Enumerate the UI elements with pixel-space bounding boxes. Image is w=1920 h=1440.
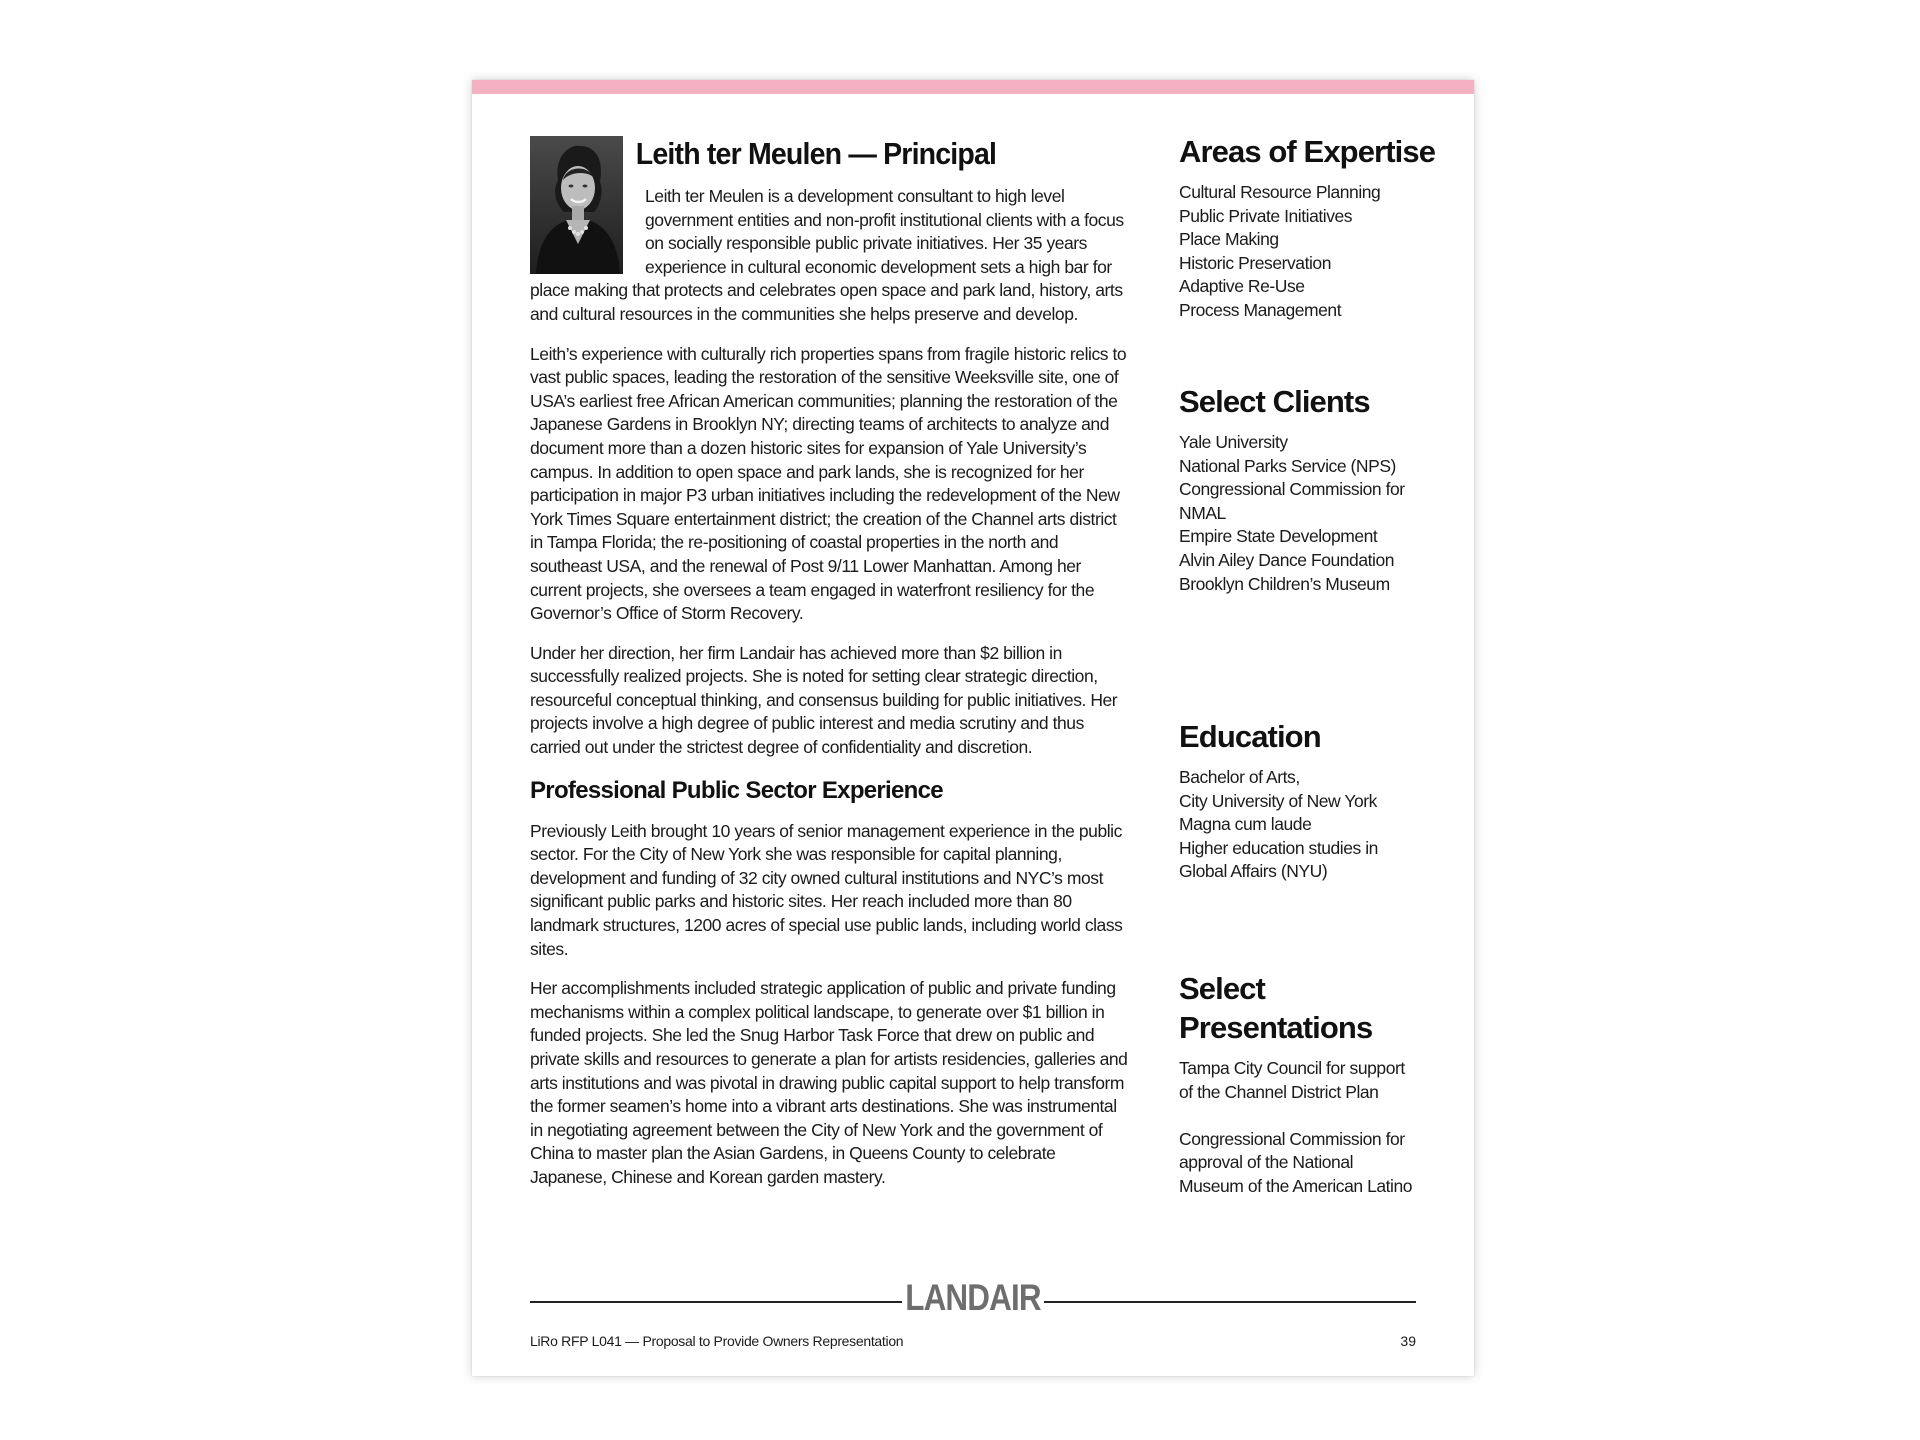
page-number: 39 [1400, 1333, 1416, 1349]
list-item: Adaptive Re-Use [1179, 276, 1305, 297]
footer-logo: LANDAIR [905, 1277, 1041, 1318]
education-title: Education [1179, 719, 1321, 754]
clients-list [1179, 431, 1439, 596]
list-item: Congressional Commission for NMAL [1179, 479, 1405, 523]
footer-rule-right [1044, 1301, 1416, 1303]
list-item: Process Management [1179, 299, 1342, 320]
list-item: Congressional Commission for approval of the National Museum of the American Latino [1179, 1128, 1413, 1196]
document-page [472, 80, 1474, 1376]
list-item: Cultural Resource Planning [1179, 182, 1381, 202]
list-item: Magna cum laude [1179, 814, 1312, 835]
presentations-list [1179, 1057, 1439, 1199]
public-sector-paragraph: Previously Leith brought 10 years of senior management experience in the public sector. For the City of New York she was responsible for capital planning, development and funding of 32 city owned cultural institutions and NYC’s most significant public parks and historic sites. Her reach included more than 80 landmark structures, 1200 acres of special use public lands, including world class sites. [530, 820, 1123, 959]
expertise-section [1179, 132, 1439, 323]
list-item: Yale University [1179, 432, 1288, 452]
list-item: City University of New York [1179, 790, 1377, 811]
clients-title: Select Clients [1179, 384, 1370, 419]
bio-paragraph: Under her direction, her firm Landair has achieved more than $2 billion in successfully realized projects. She is noted for setting clear strategic direction, resourceful conceptual thinking, and consensus building for public initiatives. Her projects involve a high degree of public interest and media scrutiny and thus carried out under the strictest degree of confidentiality and discretion. [530, 642, 1118, 758]
presentations-title: Select Presentations [1179, 971, 1373, 1045]
list-item: Public Private Initiatives [1179, 205, 1353, 226]
bio-paragraph: Leith ter Meulen is a development consultant to high level government entities and non-profit institutional clients with a focus on socially responsible public private initiatives. Her 35 years experience in cultural economic development sets a high bar for place making that protects and celebrates open space and park land, history, arts and cultural resources in the communities she helps preserve and develop. [530, 186, 1124, 324]
list-item: Higher education studies in Global Affairs (NYU) [1179, 837, 1378, 882]
clients-section [1179, 382, 1439, 596]
accent-bar [472, 80, 1474, 94]
list-item: Bachelor of Arts, [1179, 767, 1300, 787]
footer-rule-left [530, 1301, 902, 1303]
list-item: Brooklyn Children’s Museum [1179, 573, 1390, 594]
expertise-list [1179, 181, 1439, 323]
education-section [1179, 717, 1439, 884]
page-title: Leith ter Meulen — Principal [635, 136, 997, 171]
bio-column [530, 136, 1132, 1206]
list-item: Alvin Ailey Dance Foundation [1179, 549, 1395, 570]
presentations-section [1179, 969, 1439, 1199]
footer-caption: LiRo RFP L041 — Proposal to Provide Owners Representation [530, 1333, 904, 1349]
list-item: Empire State Development [1179, 526, 1378, 547]
education-list [1179, 766, 1439, 884]
list-item: Historic Preservation [1179, 252, 1331, 273]
public-sector-paragraph: Her accomplishments included strategic application of public and private funding mechanisms within a complex political landscape, to generate over $1 billion in funded projects. She led the Snug Harbor Task Force that drew on public and private skills and resources to generate a plan for artists residencies, galleries and arts institutions and was pivotal in drawing public capital support to help transform the former seamen’s home into a vibrant arts destinations. She was instrumental in negotiating agreement between the City of New York and the government of China to master plan the Asian Gardens, in Queens County to celebrate Japanese, Chinese and Korean garden mastery. [530, 978, 1128, 1187]
list-item: National Parks Service (NPS) [1179, 455, 1396, 476]
expertise-title: Areas of Expertise [1179, 134, 1436, 169]
list-item: Place Making [1179, 229, 1279, 250]
bio-intro [530, 136, 1132, 343]
bio-paragraph: Leith’s experience with culturally rich properties spans from fragile historic relics to vast public spaces, leading the restoration of the sensitive Weeksville site, one of USA’s earliest free African American communities; planning the restoration of the Japanese Gardens in Brooklyn NY; directing teams of architects to analyze and document more than a dozen historic sites for expansion of Yale University’s campus. In addition to open space and park lands, she is recognized for her participation in major P3 urban initiatives including the redevelopment of the New York Times Square entertainment district; the creation of the Channel arts district in Tampa Florida; the re-positioning of coastal properties in the north and southeast USA, and the renewal of Post 9/11 Lower Manhattan. Among her current projects, she oversees a team engaged in waterfront resiliency for the Governor’s Office of Storm Recovery. [530, 343, 1127, 624]
list-item: Tampa City Council for support of the Channel District Plan [1179, 1058, 1405, 1102]
section-title-public-sector: Professional Public Sector Experience [530, 776, 943, 804]
